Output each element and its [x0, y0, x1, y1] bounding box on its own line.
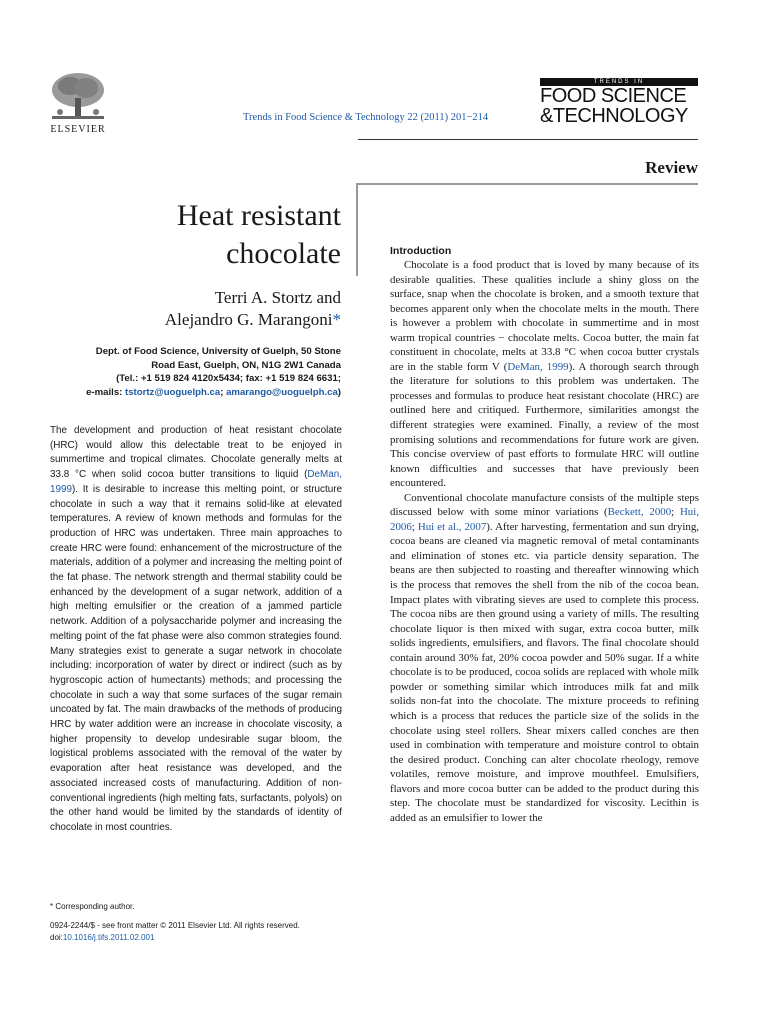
email-link-stortz[interactable]: tstortz@uoguelph.ca: [125, 386, 221, 398]
corresponding-author-mark[interactable]: *: [332, 310, 341, 329]
article-title: [61, 197, 341, 273]
title-divider-vertical: [356, 183, 358, 276]
title-divider-horizontal: [356, 183, 698, 185]
title-line-1: Heat resistant: [176, 199, 341, 232]
author-line-2: Alejandro G. Marangoni: [164, 310, 333, 329]
affil-line-3: (Tel.: +1 519 824 4120x5434; fax: +1 519 824 6631;: [116, 373, 341, 384]
abstract-ref-deman[interactable]: DeMan, 1999: [50, 469, 342, 495]
p2-ref-hui2007[interactable]: Hui et al., 2007: [417, 520, 487, 533]
footnote: * Corresponding author.: [50, 902, 135, 911]
header-rule: [358, 139, 698, 140]
journal-logo: [540, 78, 698, 126]
p2-ref-hui2006[interactable]: Hui, 2006: [390, 506, 699, 533]
p2-ref-beckett[interactable]: Beckett, 2000: [607, 506, 672, 519]
paragraph-1: [390, 258, 699, 491]
affiliation: [41, 345, 341, 399]
publisher-name: ELSEVIER: [50, 124, 106, 135]
journal-logo-top: TRENDS IN: [540, 78, 698, 86]
p2-sep-1: ;: [671, 506, 680, 519]
p2-sep-2: ;: [411, 520, 418, 533]
affil-email-label: e-mails:: [86, 386, 126, 398]
journal-citation[interactable]: Trends in Food Science & Technology 22 (2011) 201−214: [243, 112, 489, 123]
affil-close: ): [337, 386, 341, 398]
tree-logo-icon: [48, 70, 108, 122]
p2-text-a: Conventional chocolate manufacture consists of the multiple steps discussed below with some minor variations (: [390, 491, 699, 519]
paragraph-2: [390, 491, 699, 826]
copyright-line: 0924-2244/$ - see front matter © 2011 Elsevier Ltd. All rights reserved.: [50, 921, 300, 930]
journal-logo-line2: &TECHNOLOGY: [540, 105, 688, 127]
title-line-2: chocolate: [226, 237, 341, 270]
journal-logo-line1: FOOD SCIENCE: [540, 85, 687, 107]
authors: [41, 287, 341, 331]
doi-link[interactable]: 10.1016/j.tifs.2011.02.001: [62, 933, 155, 942]
abstract-text-2: ). It is desirable to increase this melting point, or structure chocolate in such a way that it remains solid-like at elevated temperatures. A review of known methods and formulas for the production of HRC was undertaken. Three main approaches to create HRC were found: enhancement of the microstructure of the materials, addition of a polymer and increasing the melting point of the fat phase. The network strength and thermal stability could be enhanced by the development of a sugar network, addition of a high melting emulsifier or the creation of a jammed particle network. Addition of a polysaccharide polymer and increasing the melting point of the fat phase were also common strategies found. Many strategies exist to generate a sugar network in chocolate including: incorporation of water by direct or indirect (such as by hygroscopic action of humectants) methods; and processing the chocolate in such a way that some surfaces of the sugar remain uncoated by fat. The main drawbacks of the methods of producing HRC by water addition were an increase in chocolate viscosity, a higher propensity to develop undesirable sugar bloom, the logistical problems associated with the removal of the water by evaporation after heat resistance was developed, and the associated increased costs of manufacturing. Addition of non-conventional ingredients (high melting fats, surfactants, polyols) on the other hand would be limited by the standards of identity of chocolate in most countries.: [50, 483, 342, 833]
doi-label: doi:: [50, 933, 63, 942]
abstract-text-1: The development and production of heat resistant chocolate (HRC) would allow this delectable treat to be enjoyed in summertime and tropical climates. Chocolate generally melts at 33.8 °C when solid cocoa butter transitions to liquid (: [50, 425, 342, 481]
section-heading: Introduction: [390, 245, 452, 257]
p2-text-b: ). After harvesting, fermentation and sun drying, cocoa beans are cleaned via magnetic removal of metal contaminants and elimination of stones etc. via particle density separation. The beans are then subjected to roasting and thereafter winnowing which is the process that removes the shell from the nib of the cocoa bean. Impact plates with vibrating sieves are used to complete this process. The cocoa nibs are then ground using a variety of mills. The resulting chocolate liquor is then mixed with sugar, extra cocoa butter, milk solids ingredients, emulsifiers, and flavors. The final chocolate should contain around 30% fat, 20% cocoa powder and 50% sugar. If a white chocolate is to be produced, cocoa solids are replaced with whole milk powder or something similar which introduces milk fat and milk solids non-fat into the chocolate. The mixture proceeds to refining which is a process that reduces the particle size of the solids in the chocolate using steel rollers. Shear mixers called conches are then used in combination with temperature and moisture control to obtain the desired product. Conching can alter chocolate rheology, remove volatiles, remove moisture, and improve mouthfeel. Emulsifiers, flavors and more cocoa butter can be added to the product during this step. The chocolate must be standardized for viscosity. Lecithin is added as an emulsifier to lower the: [390, 520, 700, 824]
p1-ref-deman[interactable]: DeMan, 1999: [507, 360, 569, 373]
author-line-1: Terri A. Stortz and: [214, 288, 341, 307]
affil-email-sep: ;: [220, 386, 227, 398]
abstract: [50, 424, 342, 836]
email-link-marangoni[interactable]: amarango@uoguelph.ca: [226, 386, 338, 398]
body-column: [390, 244, 699, 825]
section-label: Review: [645, 158, 698, 177]
footer-info: [50, 920, 300, 944]
elsevier-logo: [48, 70, 108, 135]
p1-text-b: ). A thorough search through the literature for solutions to this problem was undertaken. The processes and formulas to produce heat resistant chocolate (HRC) are outlined here and critiqued. Furthermore, similarities amongst the different strategies were examined. Finally, a review of the most promising solutions and recommendations for future work are given. This concise overview of past efforts to formulate HRC will outline known difficulties and successes that have previously been encountered.: [390, 360, 700, 490]
affil-line-1: Dept. of Food Science, University of Guelph, 50 Stone: [95, 346, 341, 357]
affil-line-2: Road East, Guelph, ON, N1G 2W1 Canada: [151, 359, 341, 371]
p1-text-a: Chocolate is a food product that is loved by many because of its desirable qualities. These qualities include a shiny gloss on the surface, snap when the chocolate is broken, and a smooth texture that becomes apparent only when the chocolate melts in the mouth. There is however a problem with chocolate in summertime and in most warm tropical countries − chocolate melts. Cocoa butter, the main fat constituent in chocolate, melts at 33.8 °C when cocoa butter crystals are in the stable form V (: [390, 259, 699, 373]
